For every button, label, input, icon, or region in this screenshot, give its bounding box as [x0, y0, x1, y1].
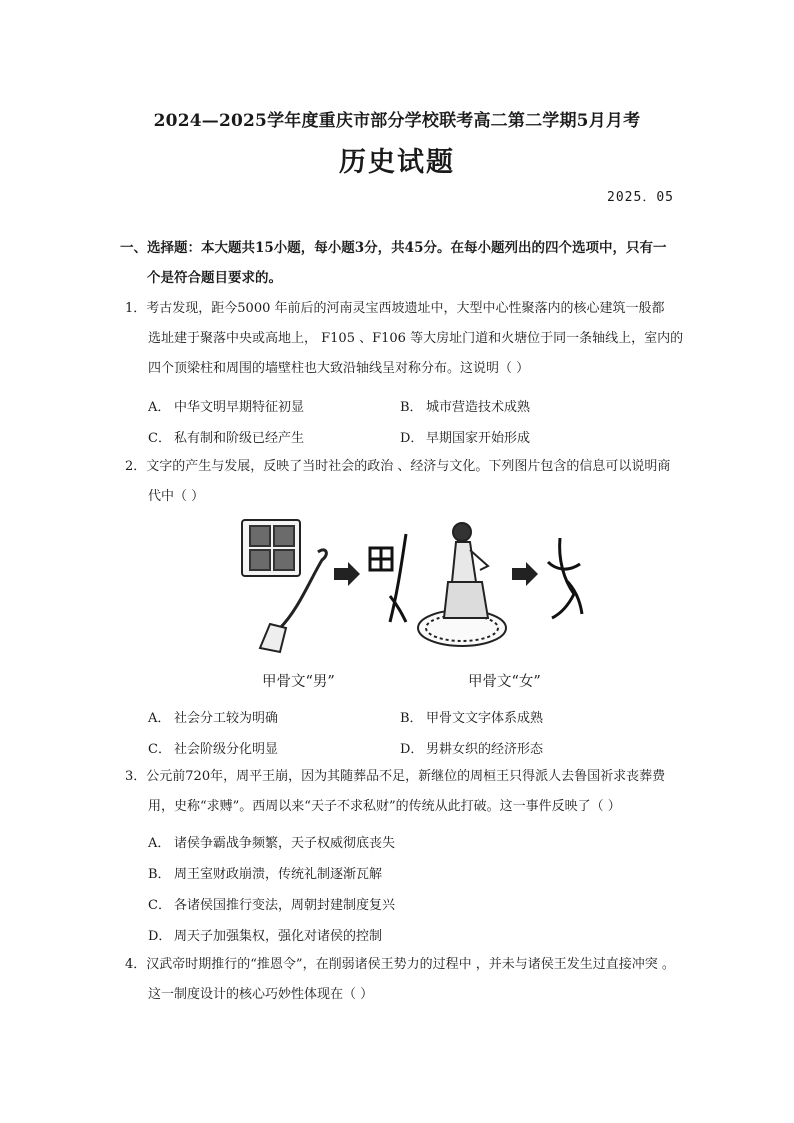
option-text: 社会阶级分化明显 — [174, 742, 279, 757]
q1-option-b[interactable] — [400, 396, 530, 415]
q2-option-a[interactable] — [148, 707, 278, 726]
arrow-icon — [334, 562, 360, 586]
oracle-bone-figure — [230, 510, 590, 670]
question-2-line-2: 代中（ ） — [148, 489, 205, 504]
exam-title: 2024—2025学年度重庆市部分学校联考高二第二学期5月月考 — [153, 111, 641, 131]
question-3-line-2: 用，史称“求赙”。西周以来“天子不求私财”的传统从此打破。这一事件反映了（ ） — [148, 799, 621, 814]
option-text: 甲骨文文字体系成熟 — [426, 711, 544, 726]
option-text: 早期国家开始形成 — [426, 431, 531, 446]
question-2 — [125, 452, 685, 512]
option-letter: B． — [148, 867, 171, 882]
section-instructions — [120, 233, 680, 293]
option-letter: C． — [148, 742, 171, 757]
option-letter: A． — [148, 400, 171, 415]
question-4-line-1: 4．汉武帝时期推行的“推恩令”，在削弱诸侯王势力的过程中 ，并未与诸侯王发生过直接冲突 。 — [125, 957, 675, 972]
option-text: 各诸侯国推行变法，周朝封建制度复兴 — [174, 898, 396, 913]
option-letter: C． — [148, 898, 171, 913]
question-3-line-1: 3．公元前720年，周平王崩，因为其随葬品不足，新继位的周桓王只得派人去鲁国祈求丧葬费 — [125, 769, 666, 784]
option-text: 男耕女织的经济形态 — [426, 742, 544, 757]
oracle-char-nan — [370, 534, 406, 622]
option-text: 周王室财政崩溃，传统礼制逐渐瓦解 — [174, 867, 383, 882]
question-1 — [125, 294, 685, 384]
option-text: 周天子加强集权，强化对诸侯的控制 — [174, 929, 383, 944]
q2-option-c[interactable] — [148, 738, 278, 757]
question-1-line-2: 选址建于聚落中央或高地上， F105 、F106 等大房址门道和火塘位于同一条轴线上，室内的 — [148, 331, 684, 346]
question-1-line-3: 四个顶梁柱和周围的墙壁柱也大致沿轴线呈对称分布。这说明（ ） — [148, 361, 530, 376]
exam-date: 2025．05 — [607, 190, 674, 205]
q1-option-d[interactable] — [400, 427, 530, 446]
kneeling-woman-illustration — [418, 523, 506, 646]
q3-option-b[interactable] — [148, 863, 382, 882]
q2-option-b[interactable] — [400, 707, 543, 726]
option-text: 城市营造技术成熟 — [426, 400, 531, 415]
section-line-2: 个是符合题目要求的。 — [147, 270, 282, 286]
option-letter: B． — [400, 711, 423, 726]
oracle-char-nv — [548, 538, 582, 618]
option-letter: A． — [148, 711, 171, 726]
question-4 — [125, 950, 685, 1010]
question-1-line-1: 1．考古发现，距今5000 年前后的河南灵宝西坡遗址中，大型中心性聚落内的核心建筑一般都 — [125, 301, 665, 316]
question-3 — [125, 762, 685, 822]
section-line-1: 一、选择题：本大题共15小题，每小题3分，共45分。在每小题列出的四个选项中，只有一 — [120, 240, 667, 256]
option-letter: A． — [148, 836, 171, 851]
q1-option-a[interactable] — [148, 396, 304, 415]
option-text: 社会分工较为明确 — [174, 711, 279, 726]
q2-option-d[interactable] — [400, 738, 543, 757]
option-letter: B． — [400, 400, 423, 415]
subject-title: 历史试题 — [339, 147, 455, 178]
field-plow-illustration — [242, 520, 326, 652]
option-text: 私有制和阶级已经产生 — [174, 431, 305, 446]
q3-option-a[interactable] — [148, 832, 395, 851]
option-letter: C． — [148, 431, 171, 446]
q3-option-d[interactable] — [148, 925, 382, 944]
q1-option-c[interactable] — [148, 427, 304, 446]
option-letter: D． — [400, 742, 424, 757]
option-text: 中华文明早期特征初显 — [174, 400, 305, 415]
arrow-icon — [512, 562, 538, 586]
q3-option-c[interactable] — [148, 894, 395, 913]
caption-nan: 甲骨文“男” — [262, 674, 335, 690]
caption-nv: 甲骨文“女” — [468, 674, 541, 690]
option-letter: D． — [148, 929, 172, 944]
question-2-line-1: 2．文字的产生与发展，反映了当时社会的政治 、经济与文化。下列图片包含的信息可以说明商 — [125, 459, 671, 474]
option-text: 诸侯争霸战争频繁，天子权威彻底丧失 — [174, 836, 396, 851]
question-4-line-2: 这一制度设计的核心巧妙性体现在（ ） — [148, 987, 374, 1002]
option-letter: D． — [400, 431, 424, 446]
